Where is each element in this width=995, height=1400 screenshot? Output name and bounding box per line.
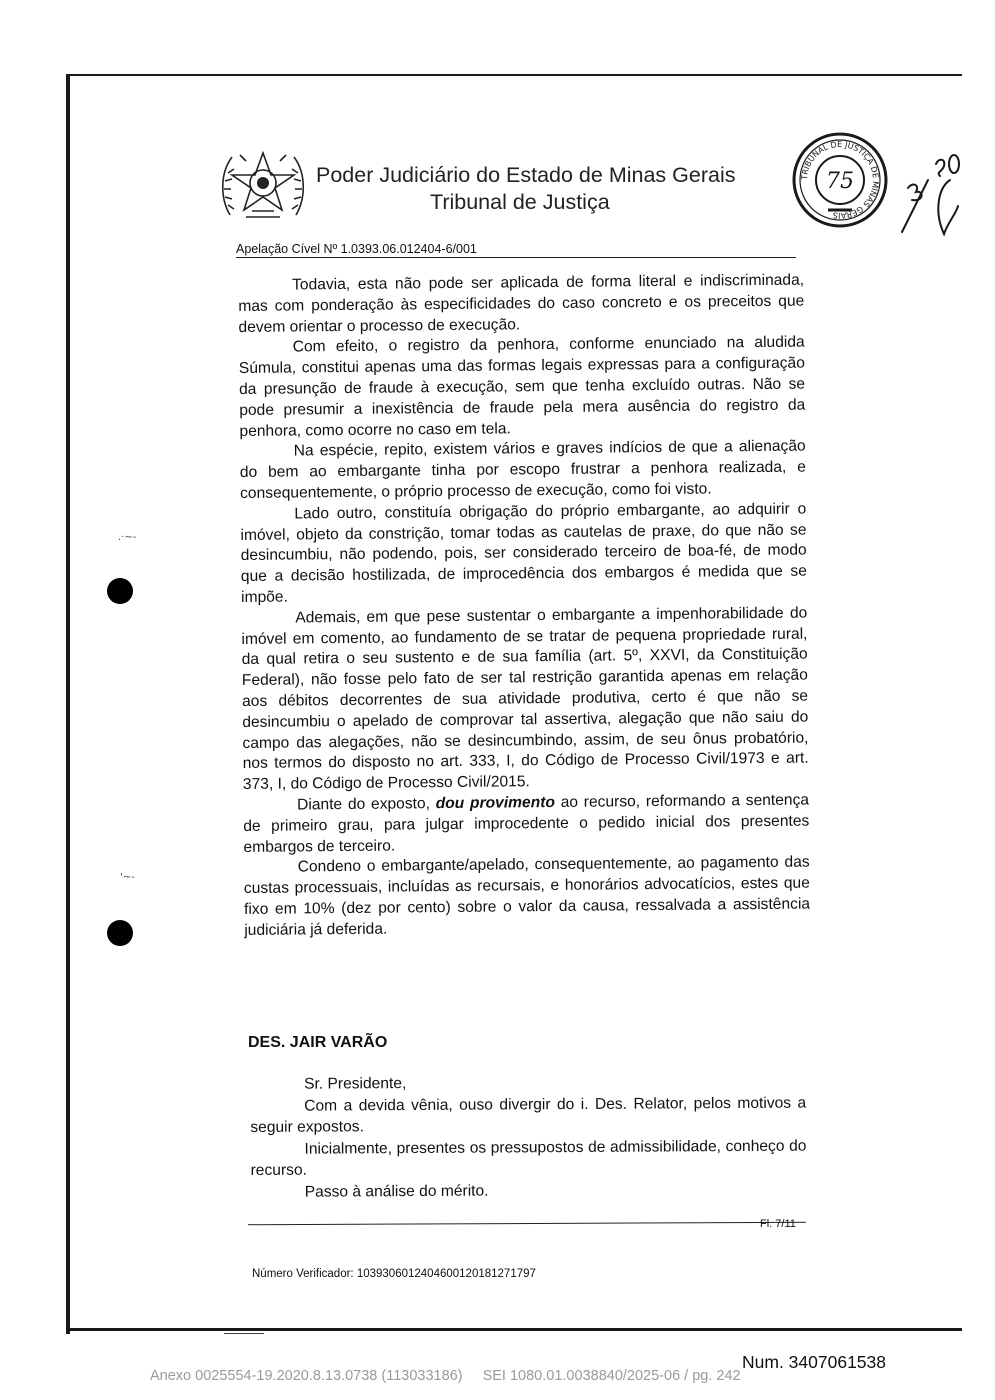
verifier-number: Número Verificador: 1039306012404600120181271797	[252, 1268, 536, 1280]
svg-text:30 / 13 / C: 30 / 13 / C	[898, 150, 903, 151]
seal-text: TRIBUNAL DE JUSTIÇA DE MINAS GERAIS	[799, 139, 881, 221]
seal-number: 75	[826, 169, 854, 194]
page-folio: Fl. 7/11	[760, 1218, 796, 1230]
paragraph: Na espécie, repito, existem vários e graves indícios de que a alienação do bem ao embargante tinha por escopo frustrar a penhora realizada, e consequentemente, o próprio processo de execução, como foi visto.	[239, 437, 806, 502]
scan-speck: .·~-	[118, 532, 137, 543]
opinion-body	[238, 271, 810, 942]
paragraph: Sr. Presidente,	[304, 1075, 407, 1093]
case-reference: Apelação Cível Nº 1.0393.06.012404-6/001	[236, 242, 477, 256]
handwritten-annotation	[898, 150, 978, 240]
decision-lead: Diante do exposto,	[296, 795, 431, 814]
court-title-line1: Poder Judiciário do Estado de Minas Gerais	[316, 163, 736, 187]
page-frame-top	[66, 74, 962, 76]
annex-process: Anexo 0025554-19.2020.8.13.0738 (113033186)	[150, 1368, 463, 1384]
paragraph: Com efeito, o registro da penhora, conforme enunciado na aludida Súmula, constitui apenas uma das formas legais expressas para a configuração da presunção de fraude à execução, sem que tenha excluído outras. Não se pode presumir a inexistência de fraude pela mera ausência do registro da penhora, como ocorre no caso em tela.	[238, 333, 806, 440]
paragraph: Todavia, esta não pode ser aplicada de forma literal e indiscriminada, mas com ponderação às especificidades do caso concreto e os preceitos que devem orientar o processo de execução.	[238, 271, 805, 336]
page-frame-left	[66, 74, 70, 1334]
punch-hole	[107, 578, 133, 604]
footer-dash	[224, 1333, 264, 1334]
court-title-line2: Tribunal de Justiça	[430, 190, 610, 214]
dissent-body	[250, 1071, 807, 1203]
document-number: Num. 3407061538	[742, 1352, 886, 1372]
paragraph: Condeno o embargante/apelado, consequentemente, ao pagamento das custas processuais, incluídas as recursais, e honorários advocatícios, estes que fixo em 10% (dez por cento) sobre o valor da causa, ressalvada a assistência judiciária já deferida.	[243, 853, 811, 939]
decision-rest: ao recurso, reformando a sentença de primeiro grau, para julgar improcedente o pedido inicial dos presentes embargos de terceiro.	[243, 791, 810, 856]
paragraph-decision	[243, 790, 810, 858]
paragraph: Ademais, em que pese sustentar o embargante a impenhorabilidade do imóvel em comento, ao fundamento de se tratar de pequena propriedade rural, da qual retira o seu sustento e de sua família (art. 5º, XXVI, da Constituição Federal), não fosse pelo fato de ser tal restrição garantida apenas em relação aos débitos decorrentes de sua atividade produtiva, certo é que não se desincumbiu o apelado de comprovar tal assertiva, alegação que não saiu do campo das alegações, não se desincumbindo, assim, de seu ônus probatório, nos termos do disposto no art. 333, I, do Código de Processo Civil/1973 e art. 373, I, do Código de Processo Civil/2015.	[241, 604, 809, 794]
court-title	[316, 162, 756, 216]
coat-of-arms-icon	[218, 143, 308, 225]
judge-name-heading: DES. JAIR VARÃO	[248, 1034, 388, 1051]
annex-sei: SEI 1080.01.0038840/2025-06 / pg. 242	[482, 1368, 741, 1384]
punch-hole	[107, 920, 133, 946]
paragraph: Inicialmente, presentes os pressupostos de admissibilidade, conheço do recurso.	[250, 1137, 807, 1179]
case-reference-rule	[236, 257, 796, 258]
scan-speck: '~-	[120, 872, 135, 883]
paragraph: Passo à análise do mérito.	[304, 1182, 489, 1201]
paragraph: Com a devida vênia, ouso divergir do i. Des. Relator, pelos motivos a seguir expostos.	[250, 1094, 807, 1136]
paragraph: Lado outro, constituía obrigação do próprio embargante, ao adquirir o imóvel, objeto da constrição, tomar todas as cautelas de praxe, do que não se desincumbiu, não podendo, pois, ser considerado terceiro de boa-fé, de modo que a decisão hostilizada, de improcedência dos embargos é medida que se impõe.	[240, 500, 807, 606]
court-seal-stamp	[790, 130, 890, 230]
decision-emphasis: dou provimento	[435, 793, 556, 813]
page-frame-bottom	[66, 1328, 962, 1331]
annex-watermark	[150, 1368, 970, 1384]
footer-rule	[248, 1222, 806, 1225]
